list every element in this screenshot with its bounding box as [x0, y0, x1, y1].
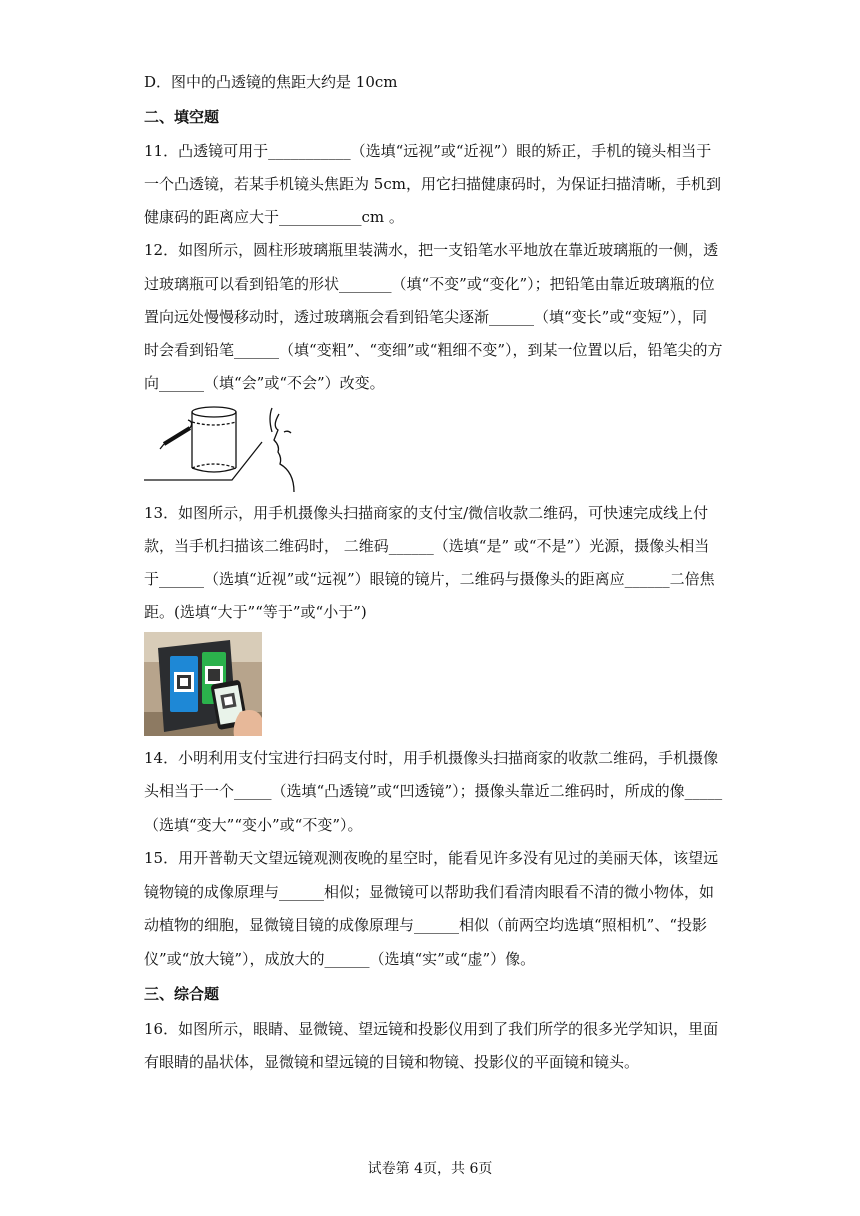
q13-line-4: 距。(选填“大于”“等于”或“小于”): [144, 603, 367, 621]
q13-line-3: 于______（选填“近视”或“远视”）眼镜的镜片，二维码与摄像头的距离应______二倍焦: [144, 570, 715, 588]
q11-line-3: 健康码的距离应大于___________cm 。: [144, 208, 404, 226]
section-heading-fill-in: 二、填空题: [144, 108, 220, 126]
q15-line-1: 15．用开普勒天文望远镜观测夜晚的星空时，能看见许多没有见过的美丽天体，该望远: [144, 849, 719, 867]
q13-line-1: 13．如图所示，用手机摄像头扫描商家的支付宝/微信收款二维码，可快速完成线上付: [144, 504, 709, 522]
q14-line-1: 14．小明利用支付宝进行扫码支付时，用手机摄像头扫描商家的收款二维码，手机摄像: [144, 749, 719, 767]
q14-line-3: （选填“变大”“变小”或“不变”）。: [144, 816, 363, 834]
q14-line-2: 头相当于一个_____（选填“凸透镜”或“凹透镜”）；摄像头靠近二维码时，所成的像_____: [144, 782, 723, 800]
glass-bottle-pencil-figure: [144, 402, 324, 494]
q15-line-2: 镜物镜的成像原理与______相似；显微镜可以帮助我们看清肉眼看不清的微小物体，如: [144, 883, 715, 901]
qr-code-payment-photo: [144, 632, 262, 736]
q11-line-2: 一个凸透镜，若某手机镜头焦距为 5cm，用它扫描健康码时，为保证扫描清晰，手机到: [144, 175, 721, 193]
q16-line-1: 16．如图所示，眼睛、显微镜、望远镜和投影仪用到了我们所学的很多光学知识，里面: [144, 1020, 719, 1038]
q12-line-3: 置向远处慢慢移动时，透过玻璃瓶会看到铅笔尖逐渐______（填“变长”或“变短”），同: [144, 308, 708, 326]
q12-line-2: 过玻璃瓶可以看到铅笔的形状_______（填“不变”或“变化”）；把铅笔由靠近玻璃瓶的位: [144, 275, 715, 293]
q11-line-1: 11．凸透镜可用于___________（选填“远视”或“近视”）眼的矫正，手机的镜头相当于: [144, 142, 712, 160]
q12-line-1: 12．如图所示，圆柱形玻璃瓶里装满水，把一支铅笔水平地放在靠近玻璃瓶的一侧，透: [144, 241, 719, 259]
section-heading-comprehensive: 三、综合题: [144, 985, 220, 1003]
q12-line-5: 向______（填“会”或“不会”）改变。: [144, 374, 385, 392]
q16-line-2: 有眼睛的晶状体，显微镜和望远镜的目镜和物镜、投影仪的平面镜和镜头。: [144, 1053, 640, 1071]
page-footer: 试卷第 4页，共 6页: [367, 1161, 493, 1177]
q15-line-4: 仪”或“放大镜”），成放大的______（选填“实”或“虚”）像。: [144, 950, 536, 968]
q10-option-d: D．图中的凸透镜的焦距大约是 10cm: [144, 73, 398, 91]
q15-line-3: 动植物的细胞，显微镜目镜的成像原理与______相似（前两空均选填“照相机”、“投影: [144, 916, 708, 934]
q13-line-2: 款，当手机扫描该二维码时， 二维码______（选填“是” 或“不是”）光源，摄像头相当: [144, 537, 710, 555]
q12-line-4: 时会看到铅笔______（填“变粗”、“变细”或“粗细不变”），到某一位置以后，铅笔尖的方: [144, 341, 723, 359]
